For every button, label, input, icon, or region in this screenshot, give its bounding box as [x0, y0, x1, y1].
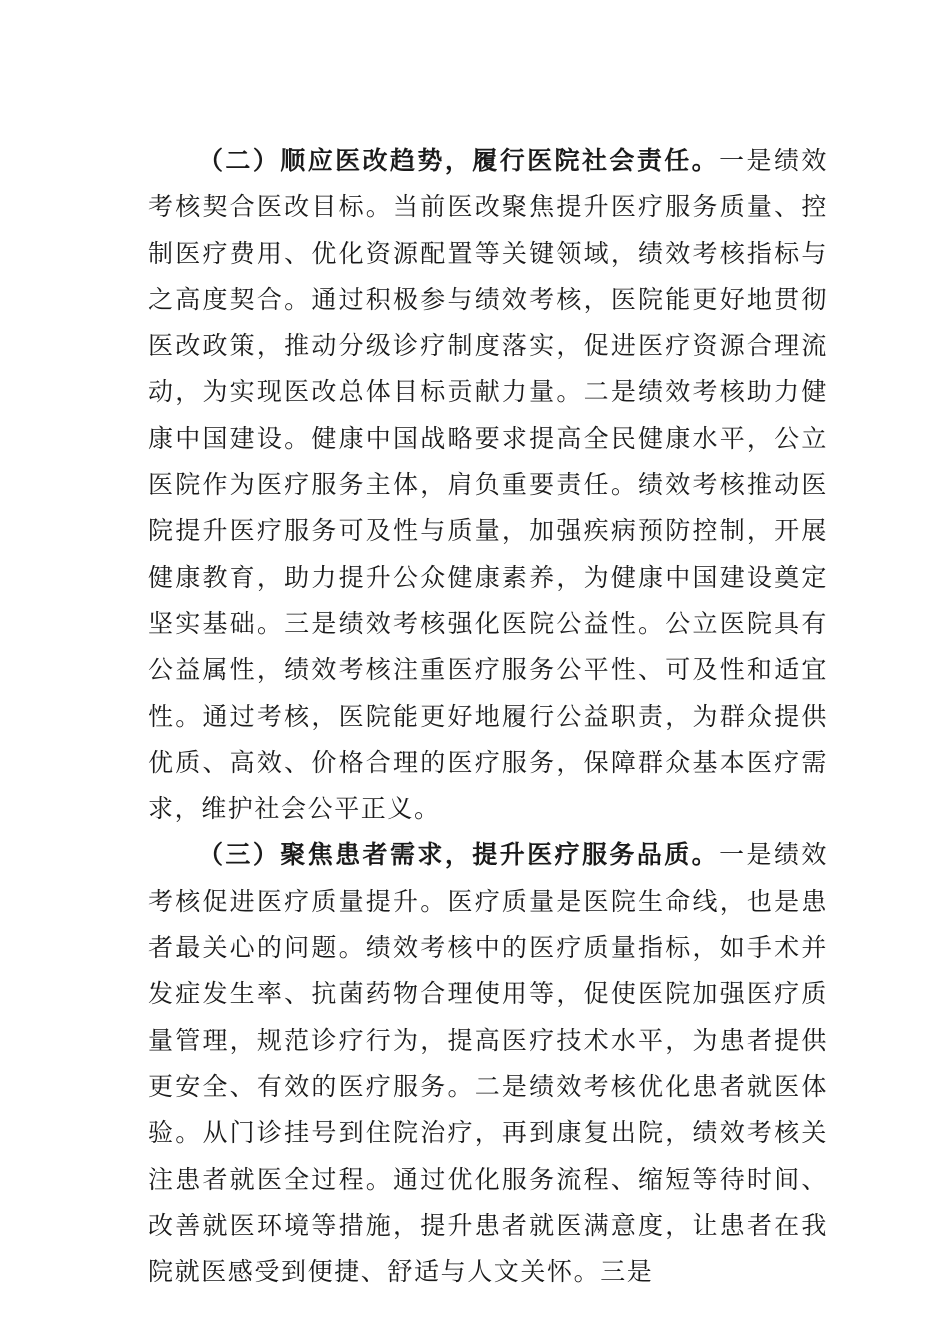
paragraph-section-3: [148, 832, 828, 1295]
paragraph-body: 一是绩效考核契合医改目标。当前医改聚焦提升医疗服务质量、控制医疗费用、优化资源配置等关键领域，绩效考核指标与之高度契合。通过积极参与绩效考核，医院能更好地贯彻医改政策，推动分级诊疗制度落实，促进医疗资源合理流动，为实现医改总体目标贡献力量。二是绩效考核助力健康中国建设。健康中国战略要求提高全民健康水平，公立医院作为医疗服务主体，肩负重要责任。绩效考核推动医院提升医疗服务可及性与质量，加强疾病预防控制，开展健康教育，助力提升公众健康素养，为健康中国建设奠定坚实基础。三是绩效考核强化医院公益性。公立医院具有公益属性，绩效考核注重医疗服务公平性、可及性和适宜性。通过考核，医院能更好地履行公益职责，为群众提供优质、高效、价格合理的医疗服务，保障群众基本医疗需求，维护社会公平正义。: [148, 146, 828, 824]
paragraph-body: 一是绩效考核促进医疗质量提升。医疗质量是医院生命线，也是患者最关心的问题。绩效考核中的医疗质量指标，如手术并发症发生率、抗菌药物合理使用等，促使医院加强医疗质量管理，规范诊疗行为，提高医疗技术水平，为患者提供更安全、有效的医疗服务。二是绩效考核优化患者就医体验。从门诊挂号到住院治疗，再到康复出院，绩效考核关注患者就医全过程。通过优化服务流程、缩短等待时间、改善就医环境等措施，提升患者就医满意度，让患者在我院就医感受到便捷、舒适与人文关怀。三是: [148, 840, 828, 1287]
section-heading: （二）顺应医改趋势，履行医院社会责任。: [198, 146, 720, 175]
document-page: [148, 138, 828, 1295]
section-heading: （三）聚焦患者需求，提升医疗服务品质。: [198, 840, 720, 870]
paragraph-section-2: [148, 138, 828, 832]
